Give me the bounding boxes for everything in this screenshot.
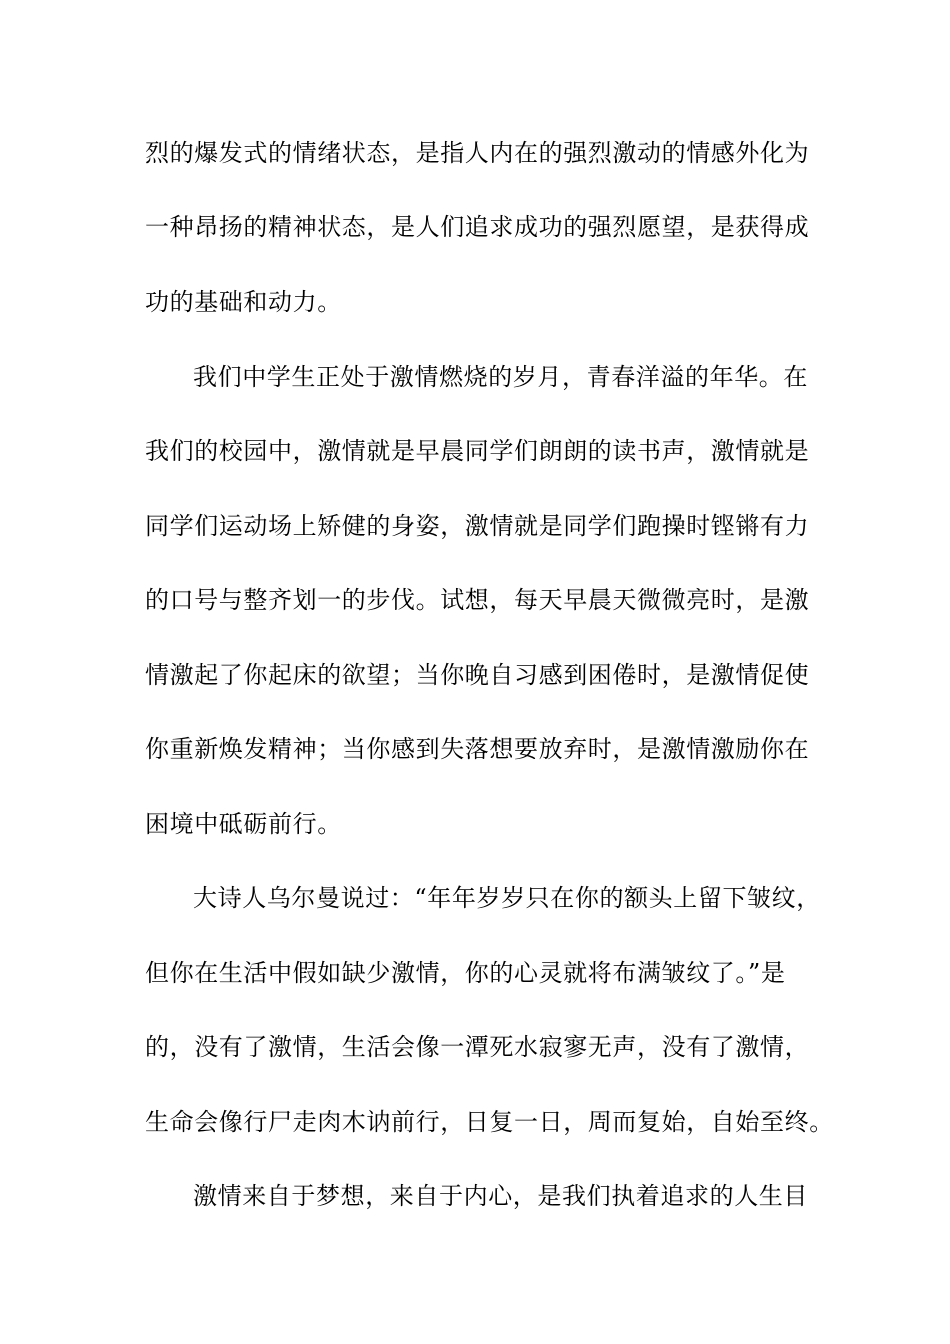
text-line: 一种昂扬的精神状态，是人们追求成功的强烈愿望，是获得成 [145, 213, 810, 241]
text-line: 同学们运动场上矫健的身姿，激情就是同学们跑操时铿锵有力 [145, 512, 810, 540]
text-line: 功的基础和动力。 [145, 288, 342, 316]
text-line: 但你在生活中假如缺少激情，你的心灵就将布满皱纹了。”是 [145, 959, 786, 987]
text-line: 你重新焕发精神；当你感到失落想要放弃时，是激情激励你在 [145, 735, 810, 763]
text-line: 我们的校园中，激情就是早晨同学们朗朗的读书声，激情就是 [145, 437, 810, 465]
text-line: 烈的爆发式的情绪状态，是指人内在的强烈激动的情感外化为 [145, 139, 810, 167]
paragraph-first-line: 我们中学生正处于激情燃烧的岁月，青春洋溢的年华。在 [193, 363, 808, 391]
text-line: 情激起了你起床的欲望；当你晚自习感到困倦时，是激情促使 [145, 661, 810, 689]
text-line: 困境中砥砺前行。 [145, 810, 342, 838]
text-line: 的，没有了激情，生活会像一潭死水寂寥无声，没有了激情， [145, 1033, 810, 1061]
text-line: 生命会像行尸走肉木讷前行，日复一日，周而复始，自始至终。 [145, 1108, 834, 1136]
text-line: 的口号与整齐划一的步伐。试想，每天早晨天微微亮时，是激 [145, 586, 810, 614]
paragraph-first-line: 激情来自于梦想，来自于内心，是我们执着追求的人生目 [193, 1182, 808, 1210]
paragraph-first-line: 大诗人乌尔曼说过：“年年岁岁只在你的额头上留下皱纹， [193, 884, 821, 912]
